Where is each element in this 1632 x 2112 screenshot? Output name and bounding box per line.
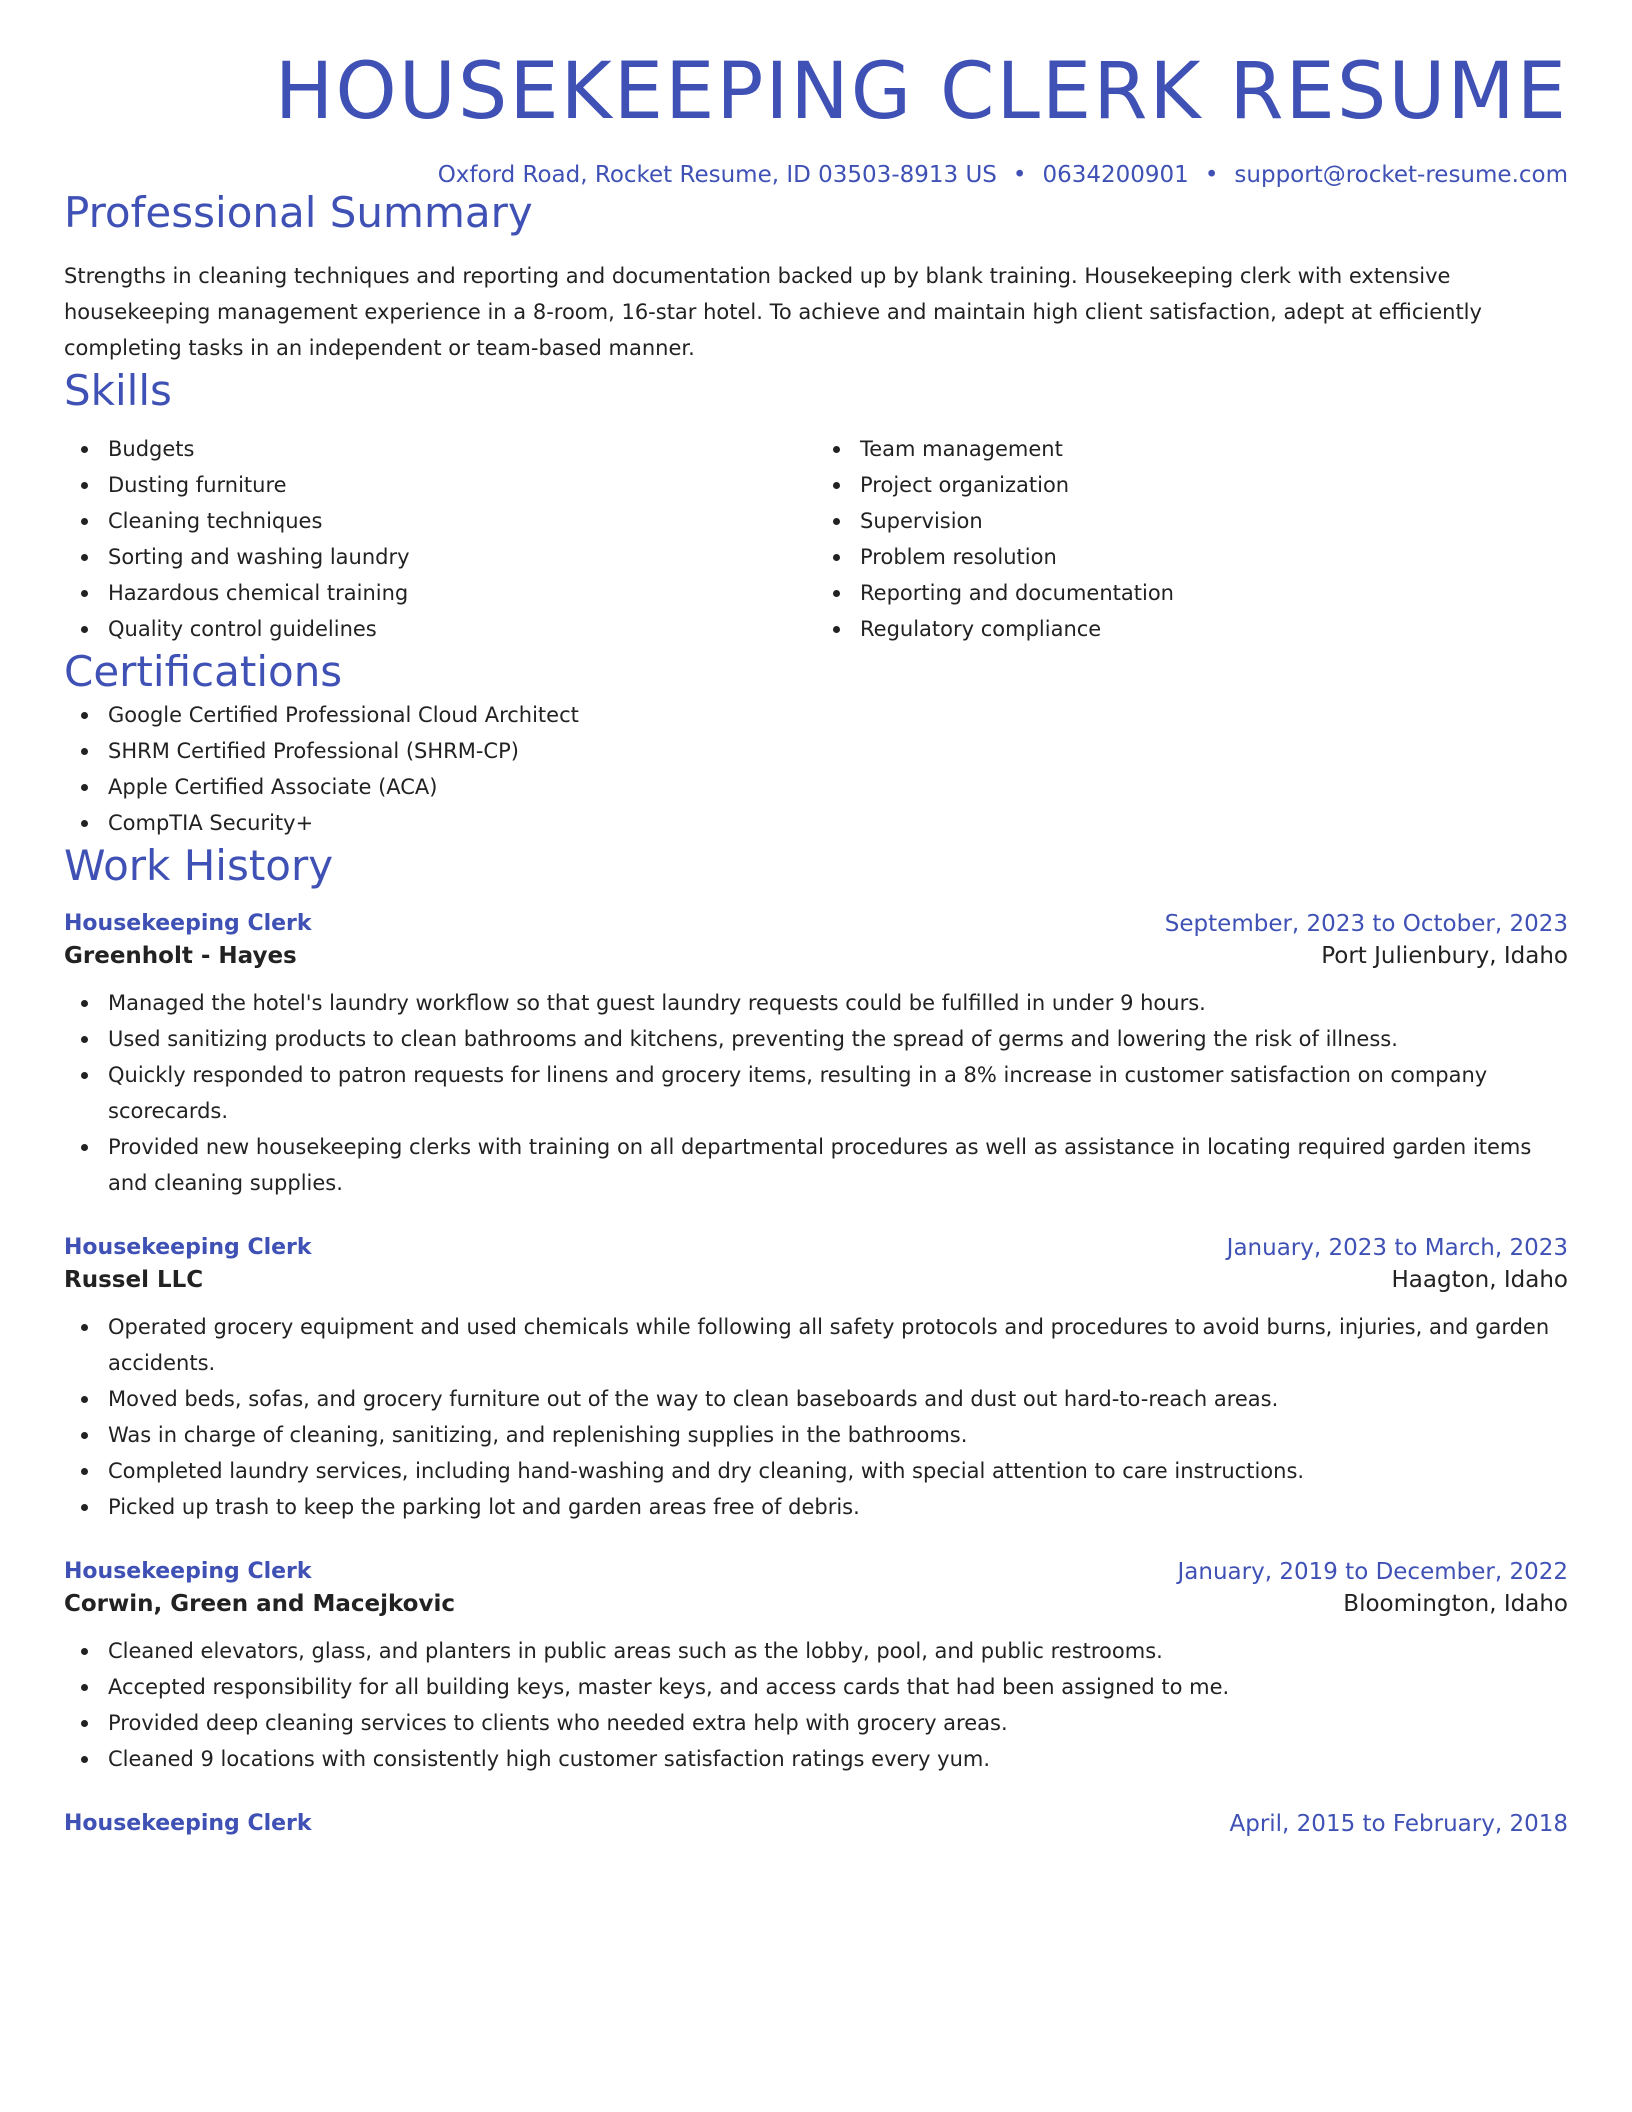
job-duty: Quickly responded to patron requests for linens and grocery items, resulting in a 8% increase in customer satisfaction on company scorecards. bbox=[108, 1057, 1568, 1129]
skill-item: Problem resolution bbox=[860, 539, 1568, 575]
skill-item: Quality control guidelines bbox=[108, 611, 816, 647]
job-title: Housekeeping Clerk bbox=[64, 1559, 312, 1585]
job-duties-list bbox=[64, 985, 1568, 1201]
skill-item: Team management bbox=[860, 431, 1568, 467]
skills-right-list bbox=[816, 431, 1568, 647]
certifications-heading: Certifications bbox=[64, 646, 343, 696]
skill-item: Cleaning techniques bbox=[108, 503, 816, 539]
contact-separator: • bbox=[1012, 161, 1027, 188]
job-company: Corwin, Green and Macejkovic bbox=[64, 1591, 455, 1618]
contact-separator: • bbox=[1204, 161, 1219, 188]
job-duty: Completed laundry services, including hand-washing and dry cleaning, with special attention to care instructions. bbox=[108, 1453, 1568, 1489]
skill-item: Budgets bbox=[108, 431, 816, 467]
contact-email: support@rocket-resume.com bbox=[1234, 161, 1568, 188]
job-dates: January, 2023 to March, 2023 bbox=[1226, 1235, 1568, 1262]
contact-address: Oxford Road, Rocket Resume, ID 03503-8913 US bbox=[437, 161, 997, 188]
job-duty: Was in charge of cleaning, sanitizing, and replenishing supplies in the bathrooms. bbox=[108, 1417, 1568, 1453]
contact-phone: 0634200901 bbox=[1042, 161, 1189, 188]
resume-title: HOUSEKEEPING CLERK RESUME bbox=[274, 47, 1568, 137]
skill-item: Regulatory compliance bbox=[860, 611, 1568, 647]
job-duties-list bbox=[64, 1309, 1568, 1525]
job-location: Port Julienbury, Idaho bbox=[1321, 943, 1568, 970]
certification-item: CompTIA Security+ bbox=[108, 805, 1568, 841]
skill-item: Supervision bbox=[860, 503, 1568, 539]
skills-heading: Skills bbox=[64, 366, 172, 416]
resume-header bbox=[64, 0, 1568, 188]
job-location: Bloomington, Idaho bbox=[1343, 1591, 1568, 1618]
skill-item: Dusting furniture bbox=[108, 467, 816, 503]
job-duty: Moved beds, sofas, and grocery furniture out of the way to clean baseboards and dust out hard-to-reach areas. bbox=[108, 1381, 1568, 1417]
certification-item: SHRM Certified Professional (SHRM-CP) bbox=[108, 733, 1568, 769]
job-duty: Used sanitizing products to clean bathrooms and kitchens, preventing the spread of germs and lowering the risk of illness. bbox=[108, 1021, 1568, 1057]
certification-item: Google Certified Professional Cloud Architect bbox=[108, 697, 1568, 733]
skill-item: Sorting and washing laundry bbox=[108, 539, 816, 575]
job-company: Russel LLC bbox=[64, 1267, 204, 1294]
job-duty: Provided new housekeeping clerks with training on all departmental procedures as well as assistance in locating required garden items and cleaning supplies. bbox=[108, 1129, 1568, 1201]
job-duty: Managed the hotel's laundry workflow so that guest laundry requests could be fulfilled in under 9 hours. bbox=[108, 985, 1568, 1021]
job-entry bbox=[64, 1811, 1568, 1837]
job-duties-list bbox=[64, 1633, 1568, 1777]
job-duty: Provided deep cleaning services to clients who needed extra help with grocery areas. bbox=[108, 1705, 1568, 1741]
job-duty: Accepted responsibility for all building keys, master keys, and access cards that had been assigned to me. bbox=[108, 1669, 1568, 1705]
job-dates: September, 2023 to October, 2023 bbox=[1164, 911, 1568, 938]
certifications-list bbox=[64, 697, 1568, 841]
job-dates: April, 2015 to February, 2018 bbox=[1229, 1811, 1568, 1838]
skill-item: Project organization bbox=[860, 467, 1568, 503]
skill-item: Hazardous chemical training bbox=[108, 575, 816, 611]
skill-item: Reporting and documentation bbox=[860, 575, 1568, 611]
job-entry bbox=[64, 1235, 1568, 1525]
contact-line bbox=[64, 162, 1568, 188]
certification-item: Apple Certified Associate (ACA) bbox=[108, 769, 1568, 805]
summary-text: Strengths in cleaning techniques and reporting and documentation backed up by blank training. Housekeeping clerk with extensive housekeeping management experience in a 8-room, 16-star hotel. To achieve and maintain high client satisfaction, adept at efficiently completing tasks in an independent or team-based manner. bbox=[64, 264, 1482, 361]
job-entry bbox=[64, 911, 1568, 1201]
job-duty: Operated grocery equipment and used chemicals while following all safety protocols and procedures to avoid burns, injuries, and garden accidents. bbox=[108, 1309, 1568, 1381]
job-duty: Cleaned 9 locations with consistently high customer satisfaction ratings every yum. bbox=[108, 1741, 1568, 1777]
job-dates: January, 2019 to December, 2022 bbox=[1177, 1559, 1568, 1586]
skills-columns bbox=[64, 431, 1568, 647]
job-title: Housekeeping Clerk bbox=[64, 1235, 312, 1261]
job-title: Housekeeping Clerk bbox=[64, 1811, 312, 1837]
job-duty: Cleaned elevators, glass, and planters in public areas such as the lobby, pool, and public restrooms. bbox=[108, 1633, 1568, 1669]
job-entry bbox=[64, 1559, 1568, 1777]
job-title: Housekeeping Clerk bbox=[64, 911, 312, 937]
job-duty: Picked up trash to keep the parking lot and garden areas free of debris. bbox=[108, 1489, 1568, 1525]
job-company: Greenholt - Hayes bbox=[64, 943, 297, 970]
summary-heading: Professional Summary bbox=[64, 187, 533, 237]
skills-left-list bbox=[64, 431, 816, 647]
work-history-heading: Work History bbox=[64, 840, 334, 890]
job-location: Haagton, Idaho bbox=[1391, 1267, 1568, 1294]
